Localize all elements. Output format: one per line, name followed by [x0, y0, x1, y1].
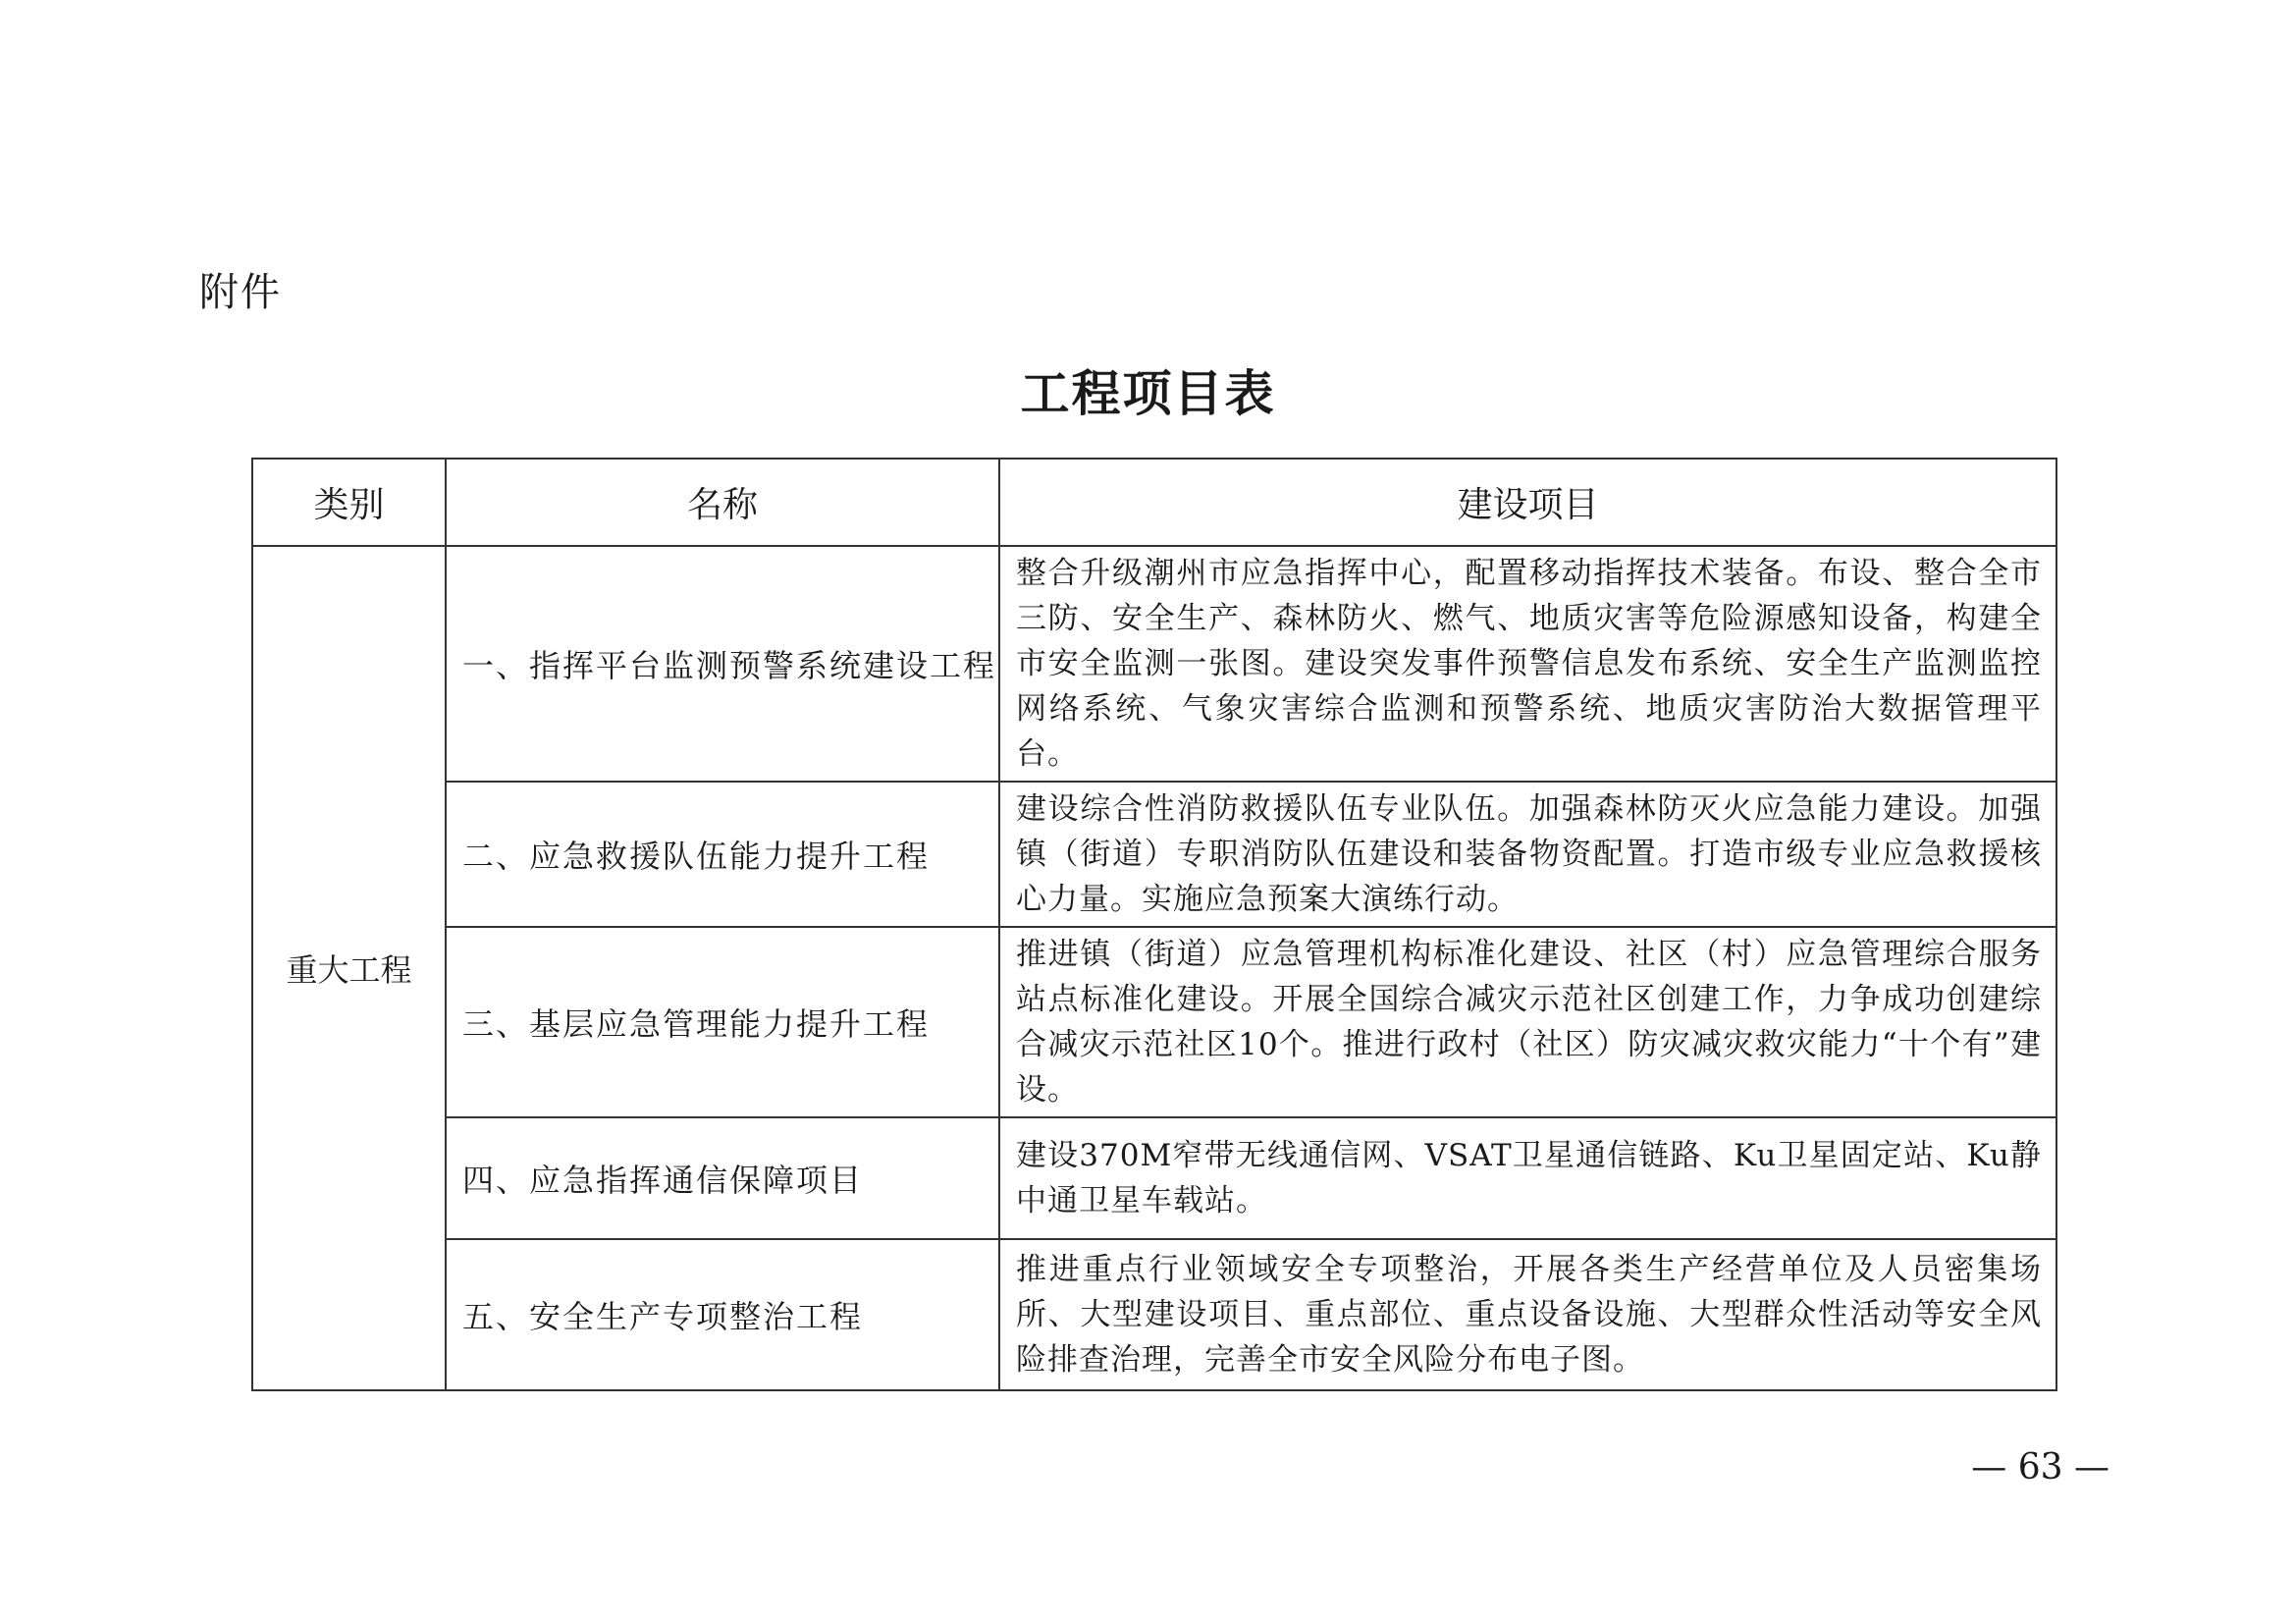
- column-header-category: 类别: [252, 459, 446, 546]
- attachment-label: 附件: [199, 270, 282, 315]
- project-content-cell: 推进重点行业领域安全专项整治，开展各类生产经营单位及人员密集场所、大型建设项目、重点部位、重点设备设施、大型群众性活动等安全风险排查治理，完善全市安全风险分布电子图。: [999, 1239, 2056, 1390]
- project-name-cell: 四、应急指挥通信保障项目: [446, 1117, 999, 1239]
- page-number: — 63 —: [1971, 1447, 2109, 1488]
- project-content-cell: 推进镇（街道）应急管理机构标准化建设、社区（村）应急管理综合服务站点标准化建设。开展全国综合减灾示范社区创建工作，力争成功创建综合减灾示范社区10个。推进行政村（社区）防灾减灾救灾能力“十个有”建设。: [999, 927, 2056, 1117]
- table-row: [252, 1239, 2056, 1390]
- table-row: [252, 546, 2056, 782]
- table-header-row: [252, 459, 2056, 546]
- project-name-cell: 二、应急救援队伍能力提升工程: [446, 782, 999, 927]
- column-header-name: 名称: [446, 459, 999, 546]
- project-content-cell: 建设370M窄带无线通信网、VSAT卫星通信链路、Ku卫星固定站、Ku静中通卫星车载站。: [999, 1117, 2056, 1239]
- category-cell: 重大工程: [252, 546, 446, 1390]
- table-row: [252, 1117, 2056, 1239]
- project-content-cell: 整合升级潮州市应急指挥中心，配置移动指挥技术装备。布设、整合全市三防、安全生产、森林防火、燃气、地质灾害等危险源感知设备，构建全市安全监测一张图。建设突发事件预警信息发布系统、安全生产监测监控网络系统、气象灾害综合监测和预警系统、地质灾害防治大数据管理平台。: [999, 546, 2056, 782]
- project-table: [251, 458, 2057, 1391]
- page-title: 工程项目表: [1020, 365, 1276, 422]
- column-header-project: 建设项目: [999, 459, 2056, 546]
- project-name-cell: 五、安全生产专项整治工程: [446, 1239, 999, 1390]
- table-row: [252, 782, 2056, 927]
- project-name-cell: 三、基层应急管理能力提升工程: [446, 927, 999, 1117]
- project-content-cell: 建设综合性消防救援队伍专业队伍。加强森林防灭火应急能力建设。加强镇（街道）专职消防队伍建设和装备物资配置。打造市级专业应急救援核心力量。实施应急预案大演练行动。: [999, 782, 2056, 927]
- table-row: [252, 927, 2056, 1117]
- project-name-cell: 一、指挥平台监测预警系统建设工程: [446, 546, 999, 782]
